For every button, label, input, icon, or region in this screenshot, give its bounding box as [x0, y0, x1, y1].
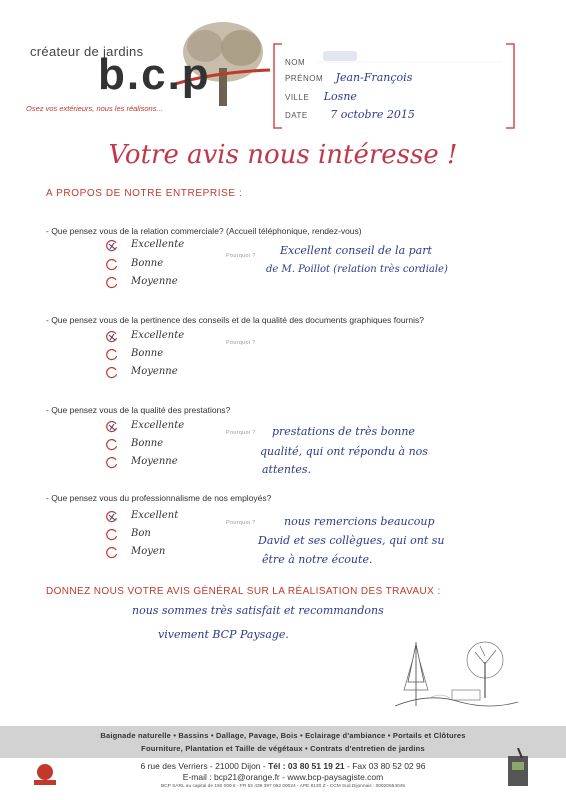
q3-option-2-label: Bonne [131, 438, 164, 449]
prenom-label: PRÉNOM [285, 74, 324, 83]
footer-legal: BCP SARL au capital de 150 000 € - FR 52 439 397 062 00024 - APE 8130 Z - CCM Sud Dijonnais : 00020654045 [160, 784, 405, 789]
general-line-2: vivement BCP Paysage. [158, 628, 289, 641]
radio-circle-icon [106, 367, 118, 379]
footer-tel: Tél : 03 80 51 19 21 [268, 761, 345, 771]
question-2-text: - Que pensez vous de la pertinence des conseils et de la qualité des documents graphiques fournis? [46, 315, 425, 325]
question-1-text: - Que pensez vous de la relation commerciale? (Accueil téléphonique, rendez-vous) [46, 226, 362, 236]
garden-sketch-illustration [390, 632, 520, 714]
nom-label: NOM [285, 58, 306, 67]
q3-option-1-label: Excellente [131, 420, 185, 431]
q3-comment-line-2: qualité, qui ont répondu à nos [260, 445, 428, 458]
page-title: Votre avis nous intéresse ! [108, 140, 458, 170]
q4-comment-line-3: être à notre écoute. [262, 553, 373, 566]
identity-box [272, 42, 516, 130]
radio-circle-icon [106, 259, 118, 271]
brand-name: b.c.p [98, 50, 211, 99]
q2-option-3-label: Moyenne [131, 366, 178, 377]
radio-circle-icon [106, 349, 118, 361]
q3-comment-line-1: prestations de très bonne [272, 425, 415, 438]
q4-comment-line-1: nous remercions beaucoup [284, 515, 435, 528]
brand-tagline: Osez vos extérieurs, nous les réalisons... [26, 104, 163, 113]
footer-services-line-2: Fourniture, Plantation et Taille de végétaux • Contrats d'entretien de jardins [141, 744, 425, 753]
brand-top-text: créateur de jardins [30, 44, 144, 59]
q3-option-3-label: Moyenne [131, 456, 178, 467]
checked-circle-icon [106, 240, 118, 252]
radio-circle-icon [106, 457, 118, 469]
prenom-value: Jean-François [335, 71, 413, 84]
prenom-row [285, 68, 412, 86]
footer-fax: - Fax 03 80 52 02 96 [347, 761, 426, 771]
question-3-text: - Que pensez vous de la qualité des prestations? [46, 405, 231, 415]
q4-option-1-label: Excellent [131, 510, 179, 521]
q3-pourquoi-label: Pourquoi ? [226, 430, 256, 436]
q1-option-2-label: Bonne [131, 258, 164, 269]
q1-pourquoi-label: Pourquoi ? [226, 253, 256, 259]
nom-redacted [323, 51, 357, 61]
q4-pourquoi-label: Pourquoi ? [226, 520, 256, 526]
q1-comment-line-1: Excellent conseil de la part [280, 244, 432, 257]
q3-comment-line-3: attentes. [262, 463, 312, 476]
checked-circle-icon [106, 331, 118, 343]
date-row [285, 105, 415, 123]
section-title: A PROPOS DE NOTRE ENTREPRISE : [46, 188, 243, 199]
ville-label: VILLE [285, 93, 310, 102]
footer-address-text: 6 rue des Verriers - 21000 Dijon - [140, 761, 266, 771]
q4-comment-line-2: David et ses collègues, qui ont su [258, 534, 445, 547]
footer-address [0, 761, 566, 771]
date-value: 7 octobre 2015 [330, 108, 415, 121]
q2-pourquoi-label: Pourquoi ? [226, 340, 256, 346]
q4-option-2-label: Bon [131, 528, 151, 539]
general-opinion-label: DONNEZ NOUS VOTRE AVIS GÉNÉRAL SUR LA RÉALISATION DES TRAVAUX : [46, 586, 441, 597]
radio-circle-icon [106, 439, 118, 451]
checked-circle-icon [106, 421, 118, 433]
general-line-1: nous sommes très satisfait et recommandons [132, 604, 384, 617]
q1-option-3-label: Moyenne [131, 276, 178, 287]
checked-circle-icon [106, 511, 118, 523]
q4-option-3-label: Moyen [131, 546, 166, 557]
footer-services-line-1: Baignade naturelle • Bassins • Dallage, Pavage, Bois • Eclairage d'ambiance • Portails et Clôtures [100, 731, 466, 740]
q1-option-1-label: Excellente [131, 239, 185, 250]
radio-circle-icon [106, 277, 118, 289]
q2-option-1-label: Excellente [131, 330, 185, 341]
footer-email[interactable]: E-mail : bcp21@orange.fr - www.bcp-paysagiste.com [182, 772, 384, 782]
ville-value: Losne [323, 90, 357, 103]
date-label: DATE [285, 111, 308, 120]
q2-option-2-label: Bonne [131, 348, 164, 359]
question-4-text: - Que pensez vous du professionnalisme de nos employés? [46, 493, 272, 503]
radio-circle-icon [106, 547, 118, 559]
ville-row [285, 87, 357, 105]
q1-comment-line-2: de M. Poillot (relation très cordiale) [266, 264, 448, 275]
radio-circle-icon [106, 529, 118, 541]
